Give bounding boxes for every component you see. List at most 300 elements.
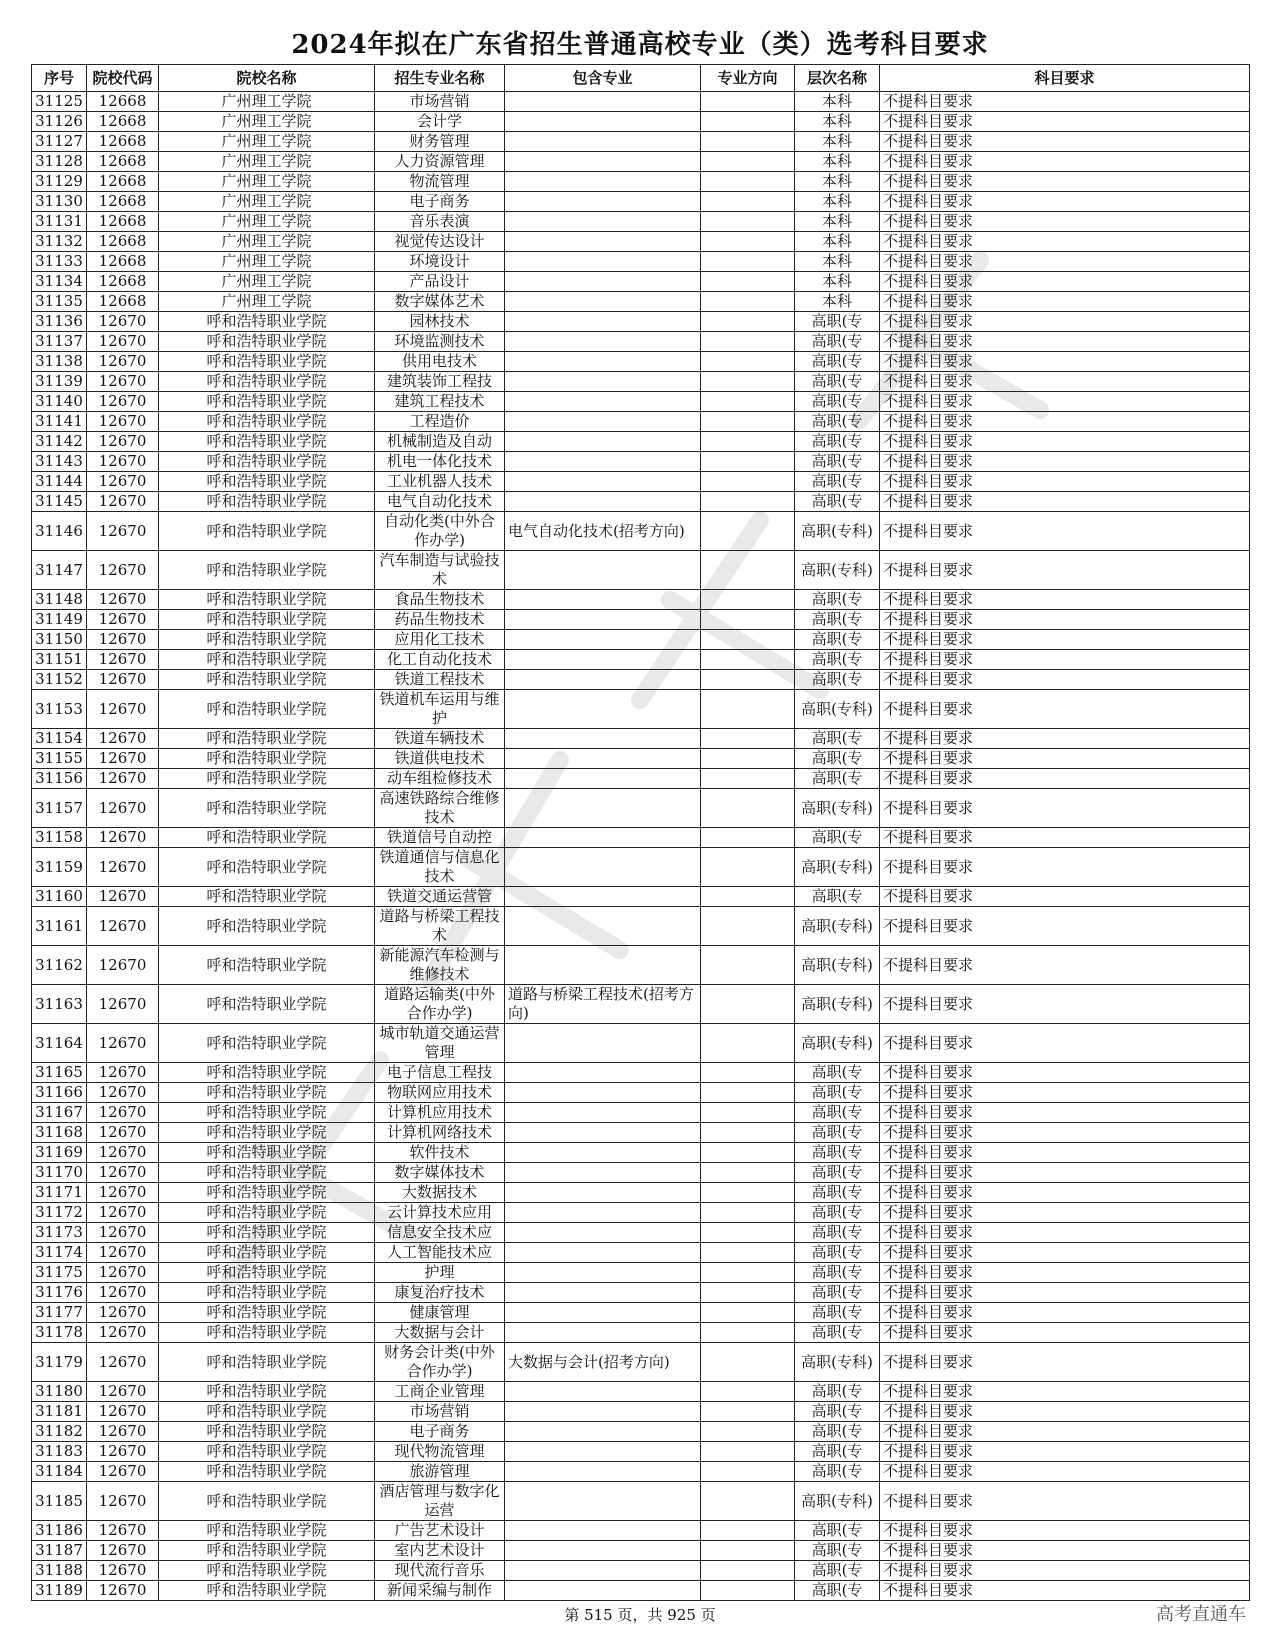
- cell-school-code: 12668: [87, 212, 159, 232]
- cell-included-majors: [505, 292, 701, 312]
- cell-seq: 31162: [32, 946, 87, 985]
- cell-level: 本科: [795, 252, 880, 272]
- cell-included-majors: [505, 412, 701, 432]
- cell-seq: 31144: [32, 472, 87, 492]
- cell-major-direction: [701, 551, 795, 590]
- cell-major-direction: [701, 92, 795, 112]
- cell-school-code: 12670: [87, 1541, 159, 1561]
- cell-school-code: 12670: [87, 512, 159, 551]
- cell-major-direction: [701, 1323, 795, 1343]
- cell-included-majors: [505, 1323, 701, 1343]
- cell-major-direction: [701, 610, 795, 630]
- cell-seq: 31157: [32, 789, 87, 828]
- cell-school-name: 呼和浩特职业学院: [159, 332, 375, 352]
- cell-major-name: 音乐表演: [375, 212, 505, 232]
- cell-school-code: 12670: [87, 432, 159, 452]
- cell-level: 高职(专: [795, 670, 880, 690]
- cell-major-name: 工程造价: [375, 412, 505, 432]
- cell-level: 本科: [795, 192, 880, 212]
- cell-major-name: 广告艺术设计: [375, 1521, 505, 1541]
- cell-school-code: 12670: [87, 690, 159, 729]
- header-seq: 序号: [32, 65, 87, 92]
- cell-subject-requirement: 不提科目要求: [880, 1561, 1250, 1581]
- cell-seq: 31143: [32, 452, 87, 472]
- cell-subject-requirement: 不提科目要求: [880, 1303, 1250, 1323]
- cell-major-name: 汽车制造与试验技术: [375, 551, 505, 590]
- cell-school-name: 呼和浩特职业学院: [159, 985, 375, 1024]
- cell-seq: 31133: [32, 252, 87, 272]
- cell-school-code: 12670: [87, 1024, 159, 1063]
- cell-level: 高职(专: [795, 1243, 880, 1263]
- cell-school-name: 广州理工学院: [159, 192, 375, 212]
- cell-school-code: 12670: [87, 946, 159, 985]
- cell-school-code: 12670: [87, 372, 159, 392]
- cell-school-name: 呼和浩特职业学院: [159, 690, 375, 729]
- cell-level: 高职(专: [795, 749, 880, 769]
- cell-seq: 31129: [32, 172, 87, 192]
- cell-major-direction: [701, 412, 795, 432]
- table-row: [32, 432, 1250, 452]
- cell-school-name: 呼和浩特职业学院: [159, 1462, 375, 1482]
- cell-major-name: 工业机器人技术: [375, 472, 505, 492]
- cell-subject-requirement: 不提科目要求: [880, 1083, 1250, 1103]
- cell-subject-requirement: 不提科目要求: [880, 1243, 1250, 1263]
- cell-school-code: 12670: [87, 1283, 159, 1303]
- cell-seq: 31150: [32, 630, 87, 650]
- cell-subject-requirement: 不提科目要求: [880, 1183, 1250, 1203]
- cell-school-name: 广州理工学院: [159, 252, 375, 272]
- table-row: [32, 1083, 1250, 1103]
- cell-major-direction: [701, 1263, 795, 1283]
- cell-school-name: 呼和浩特职业学院: [159, 1063, 375, 1083]
- cell-level: 高职(专: [795, 1203, 880, 1223]
- cell-school-name: 广州理工学院: [159, 92, 375, 112]
- cell-major-direction: [701, 1422, 795, 1442]
- cell-subject-requirement: 不提科目要求: [880, 412, 1250, 432]
- cell-major-direction: [701, 1243, 795, 1263]
- cell-school-name: 呼和浩特职业学院: [159, 1183, 375, 1203]
- cell-school-code: 12670: [87, 1143, 159, 1163]
- cell-seq: 31182: [32, 1422, 87, 1442]
- cell-included-majors: [505, 907, 701, 946]
- cell-included-majors: [505, 112, 701, 132]
- cell-major-direction: [701, 1402, 795, 1422]
- cell-included-majors: [505, 630, 701, 650]
- cell-school-name: 呼和浩特职业学院: [159, 1343, 375, 1382]
- cell-subject-requirement: 不提科目要求: [880, 729, 1250, 749]
- cell-major-direction: [701, 670, 795, 690]
- cell-level: 高职(专: [795, 1063, 880, 1083]
- cell-major-direction: [701, 789, 795, 828]
- cell-major-name: 电子商务: [375, 192, 505, 212]
- table-row: [32, 292, 1250, 312]
- cell-subject-requirement: 不提科目要求: [880, 1521, 1250, 1541]
- cell-level: 本科: [795, 172, 880, 192]
- cell-school-code: 12670: [87, 630, 159, 650]
- cell-school-name: 呼和浩特职业学院: [159, 1442, 375, 1462]
- cell-school-code: 12670: [87, 1243, 159, 1263]
- cell-seq: 31172: [32, 1203, 87, 1223]
- cell-school-code: 12670: [87, 1103, 159, 1123]
- cell-seq: 31131: [32, 212, 87, 232]
- cell-major-direction: [701, 132, 795, 152]
- cell-seq: 31147: [32, 551, 87, 590]
- cell-seq: 31167: [32, 1103, 87, 1123]
- cell-school-name: 呼和浩特职业学院: [159, 1541, 375, 1561]
- cell-subject-requirement: 不提科目要求: [880, 789, 1250, 828]
- cell-subject-requirement: 不提科目要求: [880, 232, 1250, 252]
- cell-school-name: 呼和浩特职业学院: [159, 1422, 375, 1442]
- cell-seq: 31132: [32, 232, 87, 252]
- table-row: [32, 670, 1250, 690]
- cell-school-code: 12670: [87, 1521, 159, 1541]
- cell-subject-requirement: 不提科目要求: [880, 1263, 1250, 1283]
- cell-level: 高职(专: [795, 1402, 880, 1422]
- cell-school-name: 呼和浩特职业学院: [159, 789, 375, 828]
- cell-level: 高职(专: [795, 1123, 880, 1143]
- cell-school-code: 12668: [87, 292, 159, 312]
- cell-school-code: 12670: [87, 1382, 159, 1402]
- cell-seq: 31138: [32, 352, 87, 372]
- cell-seq: 31159: [32, 848, 87, 887]
- cell-major-direction: [701, 232, 795, 252]
- cell-major-name: 康复治疗技术: [375, 1283, 505, 1303]
- cell-level: 高职(专科): [795, 907, 880, 946]
- cell-level: 高职(专: [795, 887, 880, 907]
- cell-school-code: 12670: [87, 887, 159, 907]
- cell-major-name: 计算机应用技术: [375, 1103, 505, 1123]
- table-row: [32, 272, 1250, 292]
- cell-included-majors: [505, 472, 701, 492]
- table-row: [32, 412, 1250, 432]
- cell-seq: 31142: [32, 432, 87, 452]
- cell-major-direction: [701, 452, 795, 472]
- cell-level: 高职(专: [795, 1422, 880, 1442]
- cell-level: 高职(专: [795, 492, 880, 512]
- cell-major-direction: [701, 749, 795, 769]
- cell-included-majors: [505, 392, 701, 412]
- cell-subject-requirement: 不提科目要求: [880, 946, 1250, 985]
- cell-school-code: 12668: [87, 112, 159, 132]
- table-row: [32, 1183, 1250, 1203]
- table-row: [32, 749, 1250, 769]
- cell-school-name: 呼和浩特职业学院: [159, 492, 375, 512]
- cell-school-name: 呼和浩特职业学院: [159, 1581, 375, 1601]
- cell-level: 高职(专: [795, 1223, 880, 1243]
- header-school-name: 院校名称: [159, 65, 375, 92]
- cell-seq: 31141: [32, 412, 87, 432]
- cell-seq: 31188: [32, 1561, 87, 1581]
- cell-seq: 31139: [32, 372, 87, 392]
- cell-major-direction: [701, 1343, 795, 1382]
- cell-major-name: 大数据技术: [375, 1183, 505, 1203]
- cell-included-majors: [505, 828, 701, 848]
- cell-school-code: 12670: [87, 332, 159, 352]
- cell-school-name: 呼和浩特职业学院: [159, 1561, 375, 1581]
- cell-included-majors: [505, 1402, 701, 1422]
- cell-included-majors: [505, 848, 701, 887]
- cell-school-name: 呼和浩特职业学院: [159, 670, 375, 690]
- cell-seq: 31136: [32, 312, 87, 332]
- cell-major-name: 软件技术: [375, 1143, 505, 1163]
- cell-subject-requirement: 不提科目要求: [880, 1442, 1250, 1462]
- cell-subject-requirement: 不提科目要求: [880, 1123, 1250, 1143]
- cell-major-direction: [701, 985, 795, 1024]
- cell-major-direction: [701, 1183, 795, 1203]
- cell-major-direction: [701, 1123, 795, 1143]
- table-row: [32, 212, 1250, 232]
- cell-subject-requirement: 不提科目要求: [880, 1482, 1250, 1521]
- cell-included-majors: [505, 610, 701, 630]
- cell-major-name: 数字媒体艺术: [375, 292, 505, 312]
- cell-major-name: 机电一体化技术: [375, 452, 505, 472]
- cell-major-name: 铁道工程技术: [375, 670, 505, 690]
- cell-level: 本科: [795, 232, 880, 252]
- cell-school-code: 12670: [87, 352, 159, 372]
- cell-major-name: 铁道机车运用与维护: [375, 690, 505, 729]
- cell-major-direction: [701, 1203, 795, 1223]
- cell-major-direction: [701, 292, 795, 312]
- cell-school-name: 呼和浩特职业学院: [159, 352, 375, 372]
- cell-subject-requirement: 不提科目要求: [880, 690, 1250, 729]
- cell-major-direction: [701, 650, 795, 670]
- cell-level: 高职(专: [795, 610, 880, 630]
- table-row: [32, 1123, 1250, 1143]
- cell-level: 高职(专科): [795, 1343, 880, 1382]
- cell-seq: 31134: [32, 272, 87, 292]
- header-level: 层次名称: [795, 65, 880, 92]
- cell-major-name: 铁道交通运营管: [375, 887, 505, 907]
- table-row: [32, 252, 1250, 272]
- header-included-majors: 包含专业: [505, 65, 701, 92]
- cell-school-code: 12670: [87, 828, 159, 848]
- cell-seq: 31186: [32, 1521, 87, 1541]
- cell-major-direction: [701, 946, 795, 985]
- cell-seq: 31164: [32, 1024, 87, 1063]
- table-row: [32, 1343, 1250, 1382]
- cell-seq: 31146: [32, 512, 87, 551]
- cell-level: 高职(专: [795, 1263, 880, 1283]
- cell-school-code: 12670: [87, 1442, 159, 1462]
- cell-school-name: 呼和浩特职业学院: [159, 1263, 375, 1283]
- cell-major-name: 现代流行音乐: [375, 1561, 505, 1581]
- table-row: [32, 729, 1250, 749]
- cell-major-direction: [701, 1482, 795, 1521]
- cell-major-name: 现代物流管理: [375, 1442, 505, 1462]
- cell-seq: 31174: [32, 1243, 87, 1263]
- cell-level: 高职(专: [795, 1541, 880, 1561]
- cell-included-majors: [505, 172, 701, 192]
- cell-included-majors: [505, 252, 701, 272]
- cell-school-name: 呼和浩特职业学院: [159, 312, 375, 332]
- cell-included-majors: [505, 1482, 701, 1521]
- table-row: [32, 551, 1250, 590]
- table-row: [32, 172, 1250, 192]
- cell-major-name: 市场营销: [375, 1402, 505, 1422]
- cell-level: 本科: [795, 272, 880, 292]
- cell-subject-requirement: 不提科目要求: [880, 212, 1250, 232]
- cell-included-majors: [505, 650, 701, 670]
- table-row: [32, 1024, 1250, 1063]
- cell-major-name: 会计学: [375, 112, 505, 132]
- cell-school-name: 呼和浩特职业学院: [159, 1123, 375, 1143]
- cell-included-majors: [505, 1263, 701, 1283]
- cell-school-name: 呼和浩特职业学院: [159, 887, 375, 907]
- cell-included-majors: [505, 1541, 701, 1561]
- cell-level: 高职(专科): [795, 848, 880, 887]
- cell-major-name: 人力资源管理: [375, 152, 505, 172]
- cell-school-code: 12670: [87, 312, 159, 332]
- cell-seq: 31177: [32, 1303, 87, 1323]
- cell-subject-requirement: 不提科目要求: [880, 590, 1250, 610]
- cell-subject-requirement: 不提科目要求: [880, 432, 1250, 452]
- cell-seq: 31163: [32, 985, 87, 1024]
- cell-major-direction: [701, 907, 795, 946]
- table-row: [32, 1541, 1250, 1561]
- cell-school-name: 呼和浩特职业学院: [159, 828, 375, 848]
- cell-school-code: 12668: [87, 192, 159, 212]
- cell-school-name: 呼和浩特职业学院: [159, 630, 375, 650]
- cell-seq: 31179: [32, 1343, 87, 1382]
- table-row: [32, 907, 1250, 946]
- cell-included-majors: 大数据与会计(招考方向): [505, 1343, 701, 1382]
- cell-level: 高职(专: [795, 412, 880, 432]
- cell-subject-requirement: 不提科目要求: [880, 152, 1250, 172]
- cell-level: 高职(专: [795, 1163, 880, 1183]
- cell-seq: 31151: [32, 650, 87, 670]
- table-row: [32, 452, 1250, 472]
- table-row: [32, 650, 1250, 670]
- cell-school-name: 呼和浩特职业学院: [159, 1382, 375, 1402]
- cell-major-name: 云计算技术应用: [375, 1203, 505, 1223]
- cell-level: 高职(专: [795, 472, 880, 492]
- cell-seq: 31173: [32, 1223, 87, 1243]
- cell-included-majors: 电气自动化技术(招考方向): [505, 512, 701, 551]
- cell-seq: 31155: [32, 749, 87, 769]
- cell-subject-requirement: 不提科目要求: [880, 551, 1250, 590]
- cell-level: 高职(专: [795, 1581, 880, 1601]
- cell-school-name: 广州理工学院: [159, 232, 375, 252]
- cell-major-direction: [701, 828, 795, 848]
- cell-included-majors: [505, 769, 701, 789]
- cell-major-name: 健康管理: [375, 1303, 505, 1323]
- cell-level: 高职(专: [795, 1382, 880, 1402]
- cell-level: 高职(专: [795, 1303, 880, 1323]
- cell-school-name: 呼和浩特职业学院: [159, 749, 375, 769]
- cell-subject-requirement: 不提科目要求: [880, 828, 1250, 848]
- cell-included-majors: [505, 1143, 701, 1163]
- cell-subject-requirement: 不提科目要求: [880, 1581, 1250, 1601]
- cell-school-name: 呼和浩特职业学院: [159, 551, 375, 590]
- cell-seq: 31145: [32, 492, 87, 512]
- cell-school-name: 呼和浩特职业学院: [159, 1243, 375, 1263]
- cell-major-name: 电气自动化技术: [375, 492, 505, 512]
- cell-school-name: 广州理工学院: [159, 152, 375, 172]
- cell-level: 高职(专科): [795, 1024, 880, 1063]
- cell-school-code: 12670: [87, 1303, 159, 1323]
- cell-major-direction: [701, 1143, 795, 1163]
- cell-school-code: 12668: [87, 252, 159, 272]
- table-row: [32, 1402, 1250, 1422]
- header-subject-requirement: 科目要求: [880, 65, 1250, 92]
- cell-level: 高职(专: [795, 1442, 880, 1462]
- cell-level: 高职(专: [795, 1323, 880, 1343]
- cell-included-majors: 道路与桥梁工程技术(招考方向): [505, 985, 701, 1024]
- table-row: [32, 828, 1250, 848]
- cell-level: 本科: [795, 152, 880, 172]
- cell-major-name: 人工智能技术应: [375, 1243, 505, 1263]
- cell-seq: 31169: [32, 1143, 87, 1163]
- cell-subject-requirement: 不提科目要求: [880, 492, 1250, 512]
- table-row: [32, 1382, 1250, 1402]
- cell-included-majors: [505, 1382, 701, 1402]
- cell-major-direction: [701, 690, 795, 729]
- cell-subject-requirement: 不提科目要求: [880, 1541, 1250, 1561]
- cell-included-majors: [505, 1442, 701, 1462]
- cell-subject-requirement: 不提科目要求: [880, 472, 1250, 492]
- cell-school-name: 广州理工学院: [159, 112, 375, 132]
- cell-seq: 31187: [32, 1541, 87, 1561]
- cell-school-name: 呼和浩特职业学院: [159, 848, 375, 887]
- cell-level: 高职(专: [795, 332, 880, 352]
- cell-level: 高职(专: [795, 1283, 880, 1303]
- table-row: [32, 492, 1250, 512]
- cell-school-name: 广州理工学院: [159, 292, 375, 312]
- cell-school-name: 呼和浩特职业学院: [159, 1024, 375, 1063]
- cell-school-name: 呼和浩特职业学院: [159, 452, 375, 472]
- cell-major-name: 市场营销: [375, 92, 505, 112]
- cell-included-majors: [505, 690, 701, 729]
- cell-school-code: 12670: [87, 1183, 159, 1203]
- cell-major-direction: [701, 1442, 795, 1462]
- cell-included-majors: [505, 729, 701, 749]
- cell-level: 高职(专: [795, 1521, 880, 1541]
- table-row: [32, 1143, 1250, 1163]
- cell-included-majors: [505, 1243, 701, 1263]
- cell-major-name: 环境设计: [375, 252, 505, 272]
- cell-major-direction: [701, 1223, 795, 1243]
- cell-seq: 31175: [32, 1263, 87, 1283]
- cell-major-direction: [701, 769, 795, 789]
- cell-included-majors: [505, 1303, 701, 1323]
- cell-school-name: 呼和浩特职业学院: [159, 1143, 375, 1163]
- cell-included-majors: [505, 1422, 701, 1442]
- cell-major-direction: [701, 1581, 795, 1601]
- cell-school-code: 12668: [87, 232, 159, 252]
- cell-seq: 31184: [32, 1462, 87, 1482]
- cell-school-name: 呼和浩特职业学院: [159, 729, 375, 749]
- cell-major-direction: [701, 1283, 795, 1303]
- cell-included-majors: [505, 670, 701, 690]
- table-row: [32, 1561, 1250, 1581]
- cell-included-majors: [505, 789, 701, 828]
- cell-subject-requirement: 不提科目要求: [880, 1402, 1250, 1422]
- cell-school-code: 12668: [87, 152, 159, 172]
- cell-included-majors: [505, 312, 701, 332]
- cell-seq: 31128: [32, 152, 87, 172]
- table-row: [32, 472, 1250, 492]
- cell-subject-requirement: 不提科目要求: [880, 670, 1250, 690]
- cell-major-direction: [701, 1163, 795, 1183]
- cell-level: 高职(专科): [795, 551, 880, 590]
- table-row: [32, 372, 1250, 392]
- cell-seq: 31130: [32, 192, 87, 212]
- cell-school-code: 12670: [87, 1402, 159, 1422]
- cell-included-majors: [505, 352, 701, 372]
- table-row: [32, 1422, 1250, 1442]
- cell-subject-requirement: 不提科目要求: [880, 1422, 1250, 1442]
- table-row: [32, 232, 1250, 252]
